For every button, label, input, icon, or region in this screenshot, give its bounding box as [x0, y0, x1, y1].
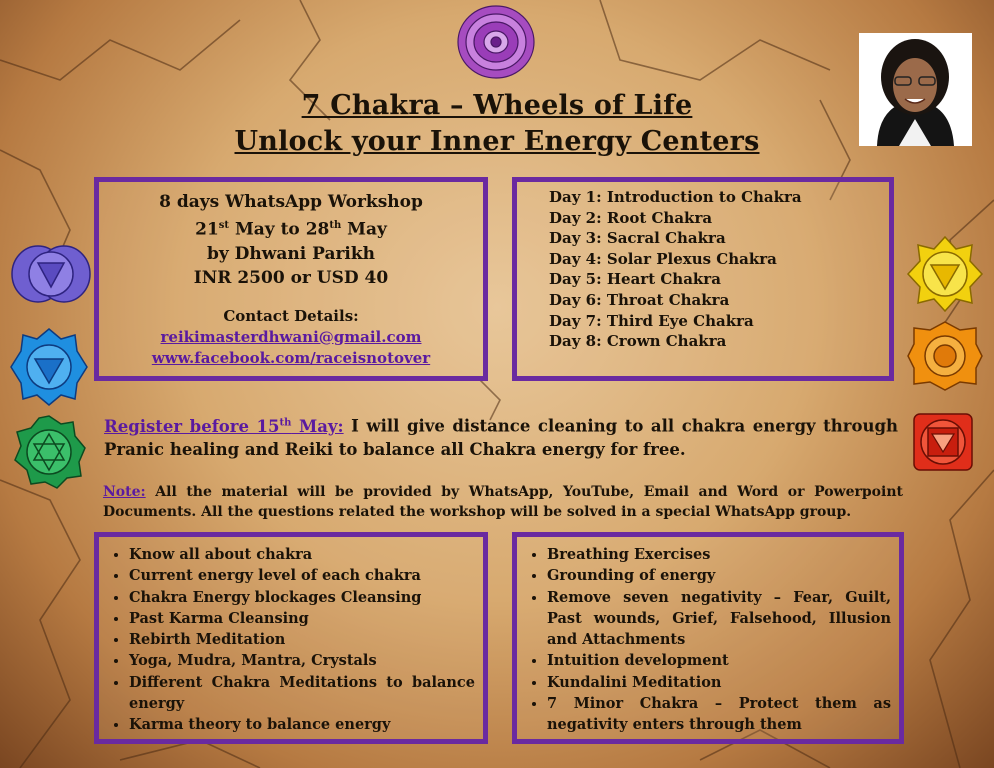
list-item: Day 1: Introduction to Chakra	[549, 188, 802, 206]
register-label: Register before 15th May:	[104, 416, 344, 436]
list-item: Day 2: Root Chakra	[549, 208, 713, 227]
presenter-photo	[859, 33, 972, 146]
heart-chakra-icon	[11, 414, 87, 490]
root-chakra-icon	[908, 408, 978, 476]
title-line-1: 7 Chakra – Wheels of Life	[301, 90, 693, 121]
facebook-link[interactable]: www.facebook.com/raceisnotover	[151, 348, 431, 367]
list-item: Day 6: Throat Chakra	[549, 290, 730, 309]
note-paragraph: Note: All the material will be provided by WhatsApp, YouTube, Email and Word or Powerpoint Documents. All the questions related the workshop will be solved in a special WhatsApp group.	[103, 484, 903, 520]
contact-heading: Contact Details:	[223, 306, 359, 325]
list-item: • Past Karma Cleansing	[129, 608, 475, 629]
list-item: Day 7: Third Eye Chakra	[549, 311, 754, 330]
email-link[interactable]: reikimasterdhwani@gmail.com	[160, 327, 422, 346]
list-item: • Grounding of energy	[547, 565, 891, 586]
register-paragraph: Register before 15th May: I will give distance cleaning to all chakra energy through Pranic healing and Reiki to balance all Chakra energy for free.	[104, 416, 898, 459]
day-list	[517, 182, 889, 352]
workshop-title: 8 days WhatsApp Workshop	[159, 192, 423, 212]
title-line-2: Unlock your Inner Energy Centers	[234, 126, 760, 157]
note-label: Note:	[103, 484, 146, 500]
day-schedule-box	[512, 177, 894, 381]
crown-chakra-icon	[456, 4, 536, 80]
list-item: • Karma theory to balance energy	[129, 714, 475, 735]
list-item: • Breathing Exercises	[547, 544, 891, 565]
workshop-info-box	[94, 177, 488, 381]
list-item: • Chakra Energy blockages Cleansing	[129, 587, 475, 608]
list-item: Day 8: Crown Chakra	[549, 332, 727, 351]
list-item: • Different Chakra Meditations to balance energy	[129, 672, 475, 715]
workshop-dates: 21st May to 28th May	[195, 219, 387, 240]
list-item: • Kundalini Meditation	[547, 672, 891, 693]
list-item: • 7 Minor Chakra – Protect them as negativity enters through them	[547, 693, 891, 736]
list-item: • Current energy level of each chakra	[129, 565, 475, 586]
list-item: • Know all about chakra	[129, 544, 475, 565]
topics-right-box	[512, 532, 904, 744]
list-item: • Remove seven negativity – Fear, Guilt, Past wounds, Grief, Falsehood, Illusion and Attachments	[547, 587, 891, 651]
sacral-chakra-icon	[906, 320, 984, 392]
workshop-presenter: by Dhwani Parikh	[206, 243, 376, 264]
third-eye-chakra-icon	[8, 243, 94, 305]
list-item: • Intuition development	[547, 650, 891, 671]
workshop-price: INR 2500 or USD 40	[193, 267, 389, 288]
topics-left-list	[99, 537, 483, 736]
list-item: Day 4: Solar Plexus Chakra	[549, 249, 777, 268]
list-item: • Rebirth Meditation	[129, 629, 475, 650]
solar-plexus-chakra-icon	[906, 235, 984, 313]
throat-chakra-icon	[9, 327, 89, 407]
list-item: • Yoga, Mudra, Mantra, Crystals	[129, 650, 475, 671]
list-item: Day 3: Sacral Chakra	[549, 229, 726, 248]
topics-right-list	[517, 537, 899, 736]
list-item: Day 5: Heart Chakra	[549, 270, 721, 289]
topics-left-box	[94, 532, 488, 744]
